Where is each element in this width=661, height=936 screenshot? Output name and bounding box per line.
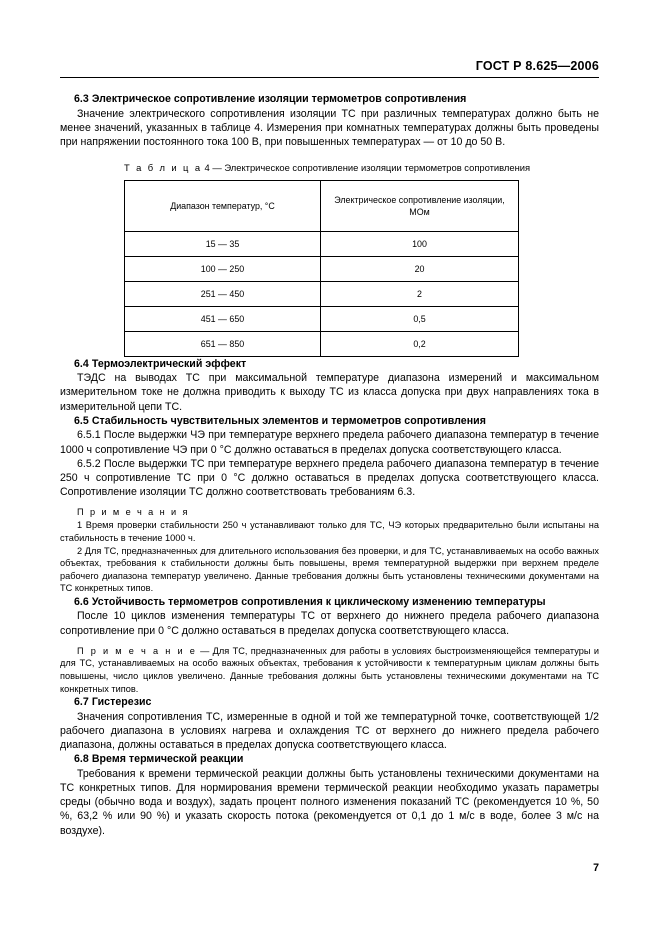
- clause-heading-6-7: 6.7 Гистерезис: [74, 696, 152, 709]
- cell-insulation-resistance: 100: [321, 231, 519, 256]
- clause-text-6-5-2: 6.5.2 После выдержки ТС при температуре верхнего предела рабочего диапазона температур в течение 250 ч сопротивление ТС при 0 °С должно оставаться в пределах допуска соответствующего класса. Сопротивление изоляции ТС должно соответствовать требованиям 6.3.: [60, 457, 599, 499]
- clause-text-6-8: Требования к времени термической реакции должны быть установлены техническими документами на ТС конкретных типов. Для нормирования времени термической реакции необходимо указать параметры среды (обычно вода и воздух), задать процент полного изменения показаний ТС (рекомендуется 10 %, 50 %, 63,2 % или 90 %) и указать скорость потока (рекомендуется от 0,1 до 1 м/с в воде, более 3 м/с на воздухе).: [60, 767, 599, 837]
- page-body: [60, 92, 599, 838]
- clause-heading-6-3: 6.3 Электрическое сопротивление изоляции термометров сопротивления: [74, 93, 467, 105]
- note-label: П р и м е ч а н и е: [77, 645, 197, 656]
- column-header-insulation-resistance: Электрическое сопротивление изоляции, МОм: [321, 180, 519, 231]
- note-text: — Для ТС, предназначенных для работы в условиях быстроизменяющейся температуры и для ТС, устанавливаемых на особо важных объектах, требования к устойчивости к температурным циклам должны быть повышены, число циклов увеличено. Данные требования должны быть установлены техническими документами на ТС конкретных типов.: [60, 645, 599, 694]
- note-item-1: 1 Время проверки стабильности 250 ч устанавливают только для ТС, ЧЭ которых предварительно были испытаны на стабильность в течение 1000 ч.: [60, 520, 599, 543]
- note-item-2: 2 Для ТС, предназначенных для длительного использования без проверки, и для ТС, устанавливаемых на особо важных объектах, требования к стабильности должны быть повышены, время температурной выдержки при верхнем пределе рабочего диапазона температур увеличено. Данные требования должны быть установлены техническими документами на ТС конкретных типов.: [60, 545, 599, 594]
- clause-text-6-4: ТЭДС на выводах ТС при максимальной температуре диапазона измерений и максимальном измерительном токе не должна приводить к выходу ТС из класса допуска при двух направлениях тока в измерительной цепи ТС.: [60, 372, 599, 413]
- table-row: [125, 281, 519, 306]
- table-4-caption: [60, 162, 544, 175]
- cell-insulation-resistance: 0,2: [321, 331, 519, 356]
- page-header: [60, 58, 599, 78]
- table-row: [125, 231, 519, 256]
- table-caption-label: Т а б л и ц а: [124, 162, 202, 174]
- table-row: [125, 256, 519, 281]
- clause-heading-6-8: 6.8 Время термической реакции: [74, 753, 244, 766]
- table-caption-title: 4 — Электрическое сопротивление изоляции термометров сопротивления: [201, 162, 531, 174]
- cell-insulation-resistance: 20: [321, 256, 519, 281]
- clause-text-6-3: Значение электрического сопротивления изоляции ТС при различных температурах должно быть не менее значений, указанных в таблице 4. Измерения при комнатных температурах должны быть проведены при напряжении постоянного тока 100 В, при повышенных температурах — от 10 до 50 В.: [60, 107, 599, 148]
- cell-insulation-resistance: 2: [321, 281, 519, 306]
- cell-temperature-range: 100 — 250: [125, 256, 321, 281]
- cell-temperature-range: 15 — 35: [125, 231, 321, 256]
- clause-heading-6-5: 6.5 Стабильность чувствительных элементов и термометров сопротивления: [74, 414, 486, 427]
- note-item-single: [60, 645, 599, 695]
- table-row: [125, 331, 519, 356]
- notes-title: П р и м е ч а н и я: [77, 507, 190, 518]
- cell-temperature-range: 251 — 450: [125, 281, 321, 306]
- cell-insulation-resistance: 0,5: [321, 306, 519, 331]
- notes-block-6-6: [60, 645, 599, 695]
- table-4: [124, 180, 519, 357]
- cell-temperature-range: 651 — 850: [125, 331, 321, 356]
- clause-text-6-7: Значения сопротивления ТС, измеренные в одной и той же температурной точке, соответствующей 1/2 рабочего диапазона в условиях нагрева и охлаждения ТС от верхнего до нижнего предела рабочего диапазона, должны оставаться в пределах допуска соответствующего класса.: [60, 710, 599, 752]
- table-row: [125, 306, 519, 331]
- header-rule: [60, 77, 599, 78]
- page-number: 7: [593, 862, 599, 874]
- notes-block-6-5: [60, 506, 599, 595]
- clause-heading-6-4: 6.4 Термоэлектрический эффект: [74, 357, 247, 370]
- table-header-row: [125, 180, 519, 231]
- column-header-temperature-range: Диапазон температур, °С: [125, 180, 321, 231]
- clause-heading-6-6: 6.6 Устойчивость термометров сопротивления к циклическому изменению температуры: [74, 595, 546, 608]
- cell-temperature-range: 451 — 650: [125, 306, 321, 331]
- standard-designation: ГОСТ Р 8.625—2006: [475, 59, 599, 73]
- clause-text-6-5-1: 6.5.1 После выдержки ЧЭ при температуре верхнего предела рабочего диапазона температур в течение 1000 ч сопротивление ЧЭ при 0 °С должно оставаться в пределах допуска соответствующего класса.: [60, 429, 599, 456]
- clause-text-6-6: После 10 циклов изменения температуры ТС от верхнего до нижнего предела рабочего диапазона сопротивление при 0 °С должно оставаться в пределах допуска соответствующего класса.: [60, 610, 599, 637]
